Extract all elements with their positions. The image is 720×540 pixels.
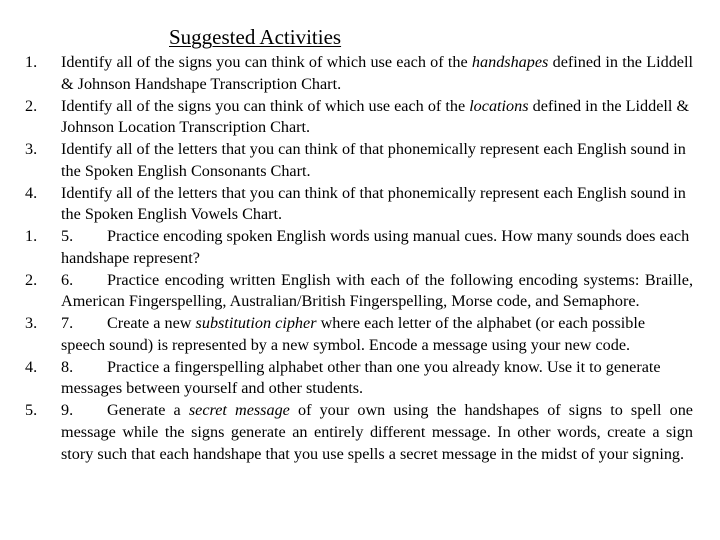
item-number: 3.: [25, 314, 38, 332]
item-text-run: Practice a fingerspelling alphabet other than one you already know. Use it to generate messages between yourself and other students.: [61, 357, 661, 398]
item-text: [61, 52, 693, 96]
activity-item: [0, 226, 720, 270]
item-text: [61, 96, 693, 140]
item-text-run: Identify all of the signs you can think of which use each of the: [61, 53, 472, 71]
item-text: [61, 357, 693, 401]
activity-item: [0, 96, 720, 140]
item-number: 4.: [25, 357, 38, 376]
activity-item: [0, 400, 720, 465]
emphasized-term: secret message: [188, 401, 290, 419]
activity-item: [0, 52, 720, 96]
page-title: Suggested Activities: [169, 25, 342, 49]
item-text-run: Practice encoding spoken English words using manual cues. How many sounds does each handshape represent?: [61, 227, 690, 267]
item-text-run: Generate a: [107, 401, 189, 419]
emphasized-term: substitution cipher: [195, 314, 317, 332]
item-text: [61, 226, 693, 270]
item-number: 4.: [25, 183, 38, 202]
item-number: 1.: [25, 53, 38, 71]
activity-item: [0, 313, 720, 357]
item-number: 2.: [25, 270, 38, 289]
item-text-run: Identify all of the letters that you can think of that phonemically represent each English sound in the Spoken English Consonants Chart.: [61, 140, 686, 180]
item-text-run: Create a new: [107, 314, 196, 332]
item-text: [61, 400, 693, 465]
activity-item: [0, 139, 720, 183]
item-text-run: defined in the Liddell & Johnson Handshape Transcription Chart.: [61, 53, 693, 93]
item-text-run: Identify all of the letters that you can think of that phonemically represent each English sound in the Spoken English Vowels Chart.: [61, 183, 686, 224]
activity-item: [0, 270, 720, 314]
item-text: [61, 270, 693, 314]
item-number: 1.: [25, 227, 38, 245]
item-text-run: defined in the Liddell & Johnson Location Transcription Chart.: [61, 96, 690, 137]
activity-item: [0, 357, 720, 401]
item-inline-number: 5.: [61, 227, 74, 245]
item-text: [61, 183, 693, 227]
item-text: [61, 139, 693, 183]
item-inline-number: 6.: [61, 270, 74, 289]
item-inline-number: 9.: [61, 401, 74, 419]
item-number: 5.: [25, 401, 38, 419]
activity-list: [0, 52, 720, 465]
emphasized-term: locations: [469, 96, 529, 115]
item-text-run: Identify all of the signs you can think of which use each of the: [61, 96, 470, 115]
item-number: 3.: [25, 140, 38, 158]
item-text: [61, 313, 693, 357]
item-text-run: where each letter of the alphabet (or each possible speech sound) is represented by a new symbol. Encode a message using your new code.: [61, 314, 646, 354]
item-text-run: Practice encoding written English with each of the following encoding systems: Braille, American Fingerspelling, Australian/British Fingerspelling, Morse code, and Semaphore.: [61, 270, 693, 311]
emphasized-term: handshapes: [471, 53, 549, 71]
item-number: 2.: [25, 96, 38, 115]
item-inline-number: 7.: [61, 314, 74, 332]
item-text-run: of your own using the handshapes of signs to spell one message while the signs generate an entirely different message. In other words, create a sign story such that each handshape that you use spells a secret message in the midst of your signing.: [61, 401, 693, 463]
item-inline-number: 8.: [61, 357, 74, 376]
activity-item: [0, 183, 720, 227]
